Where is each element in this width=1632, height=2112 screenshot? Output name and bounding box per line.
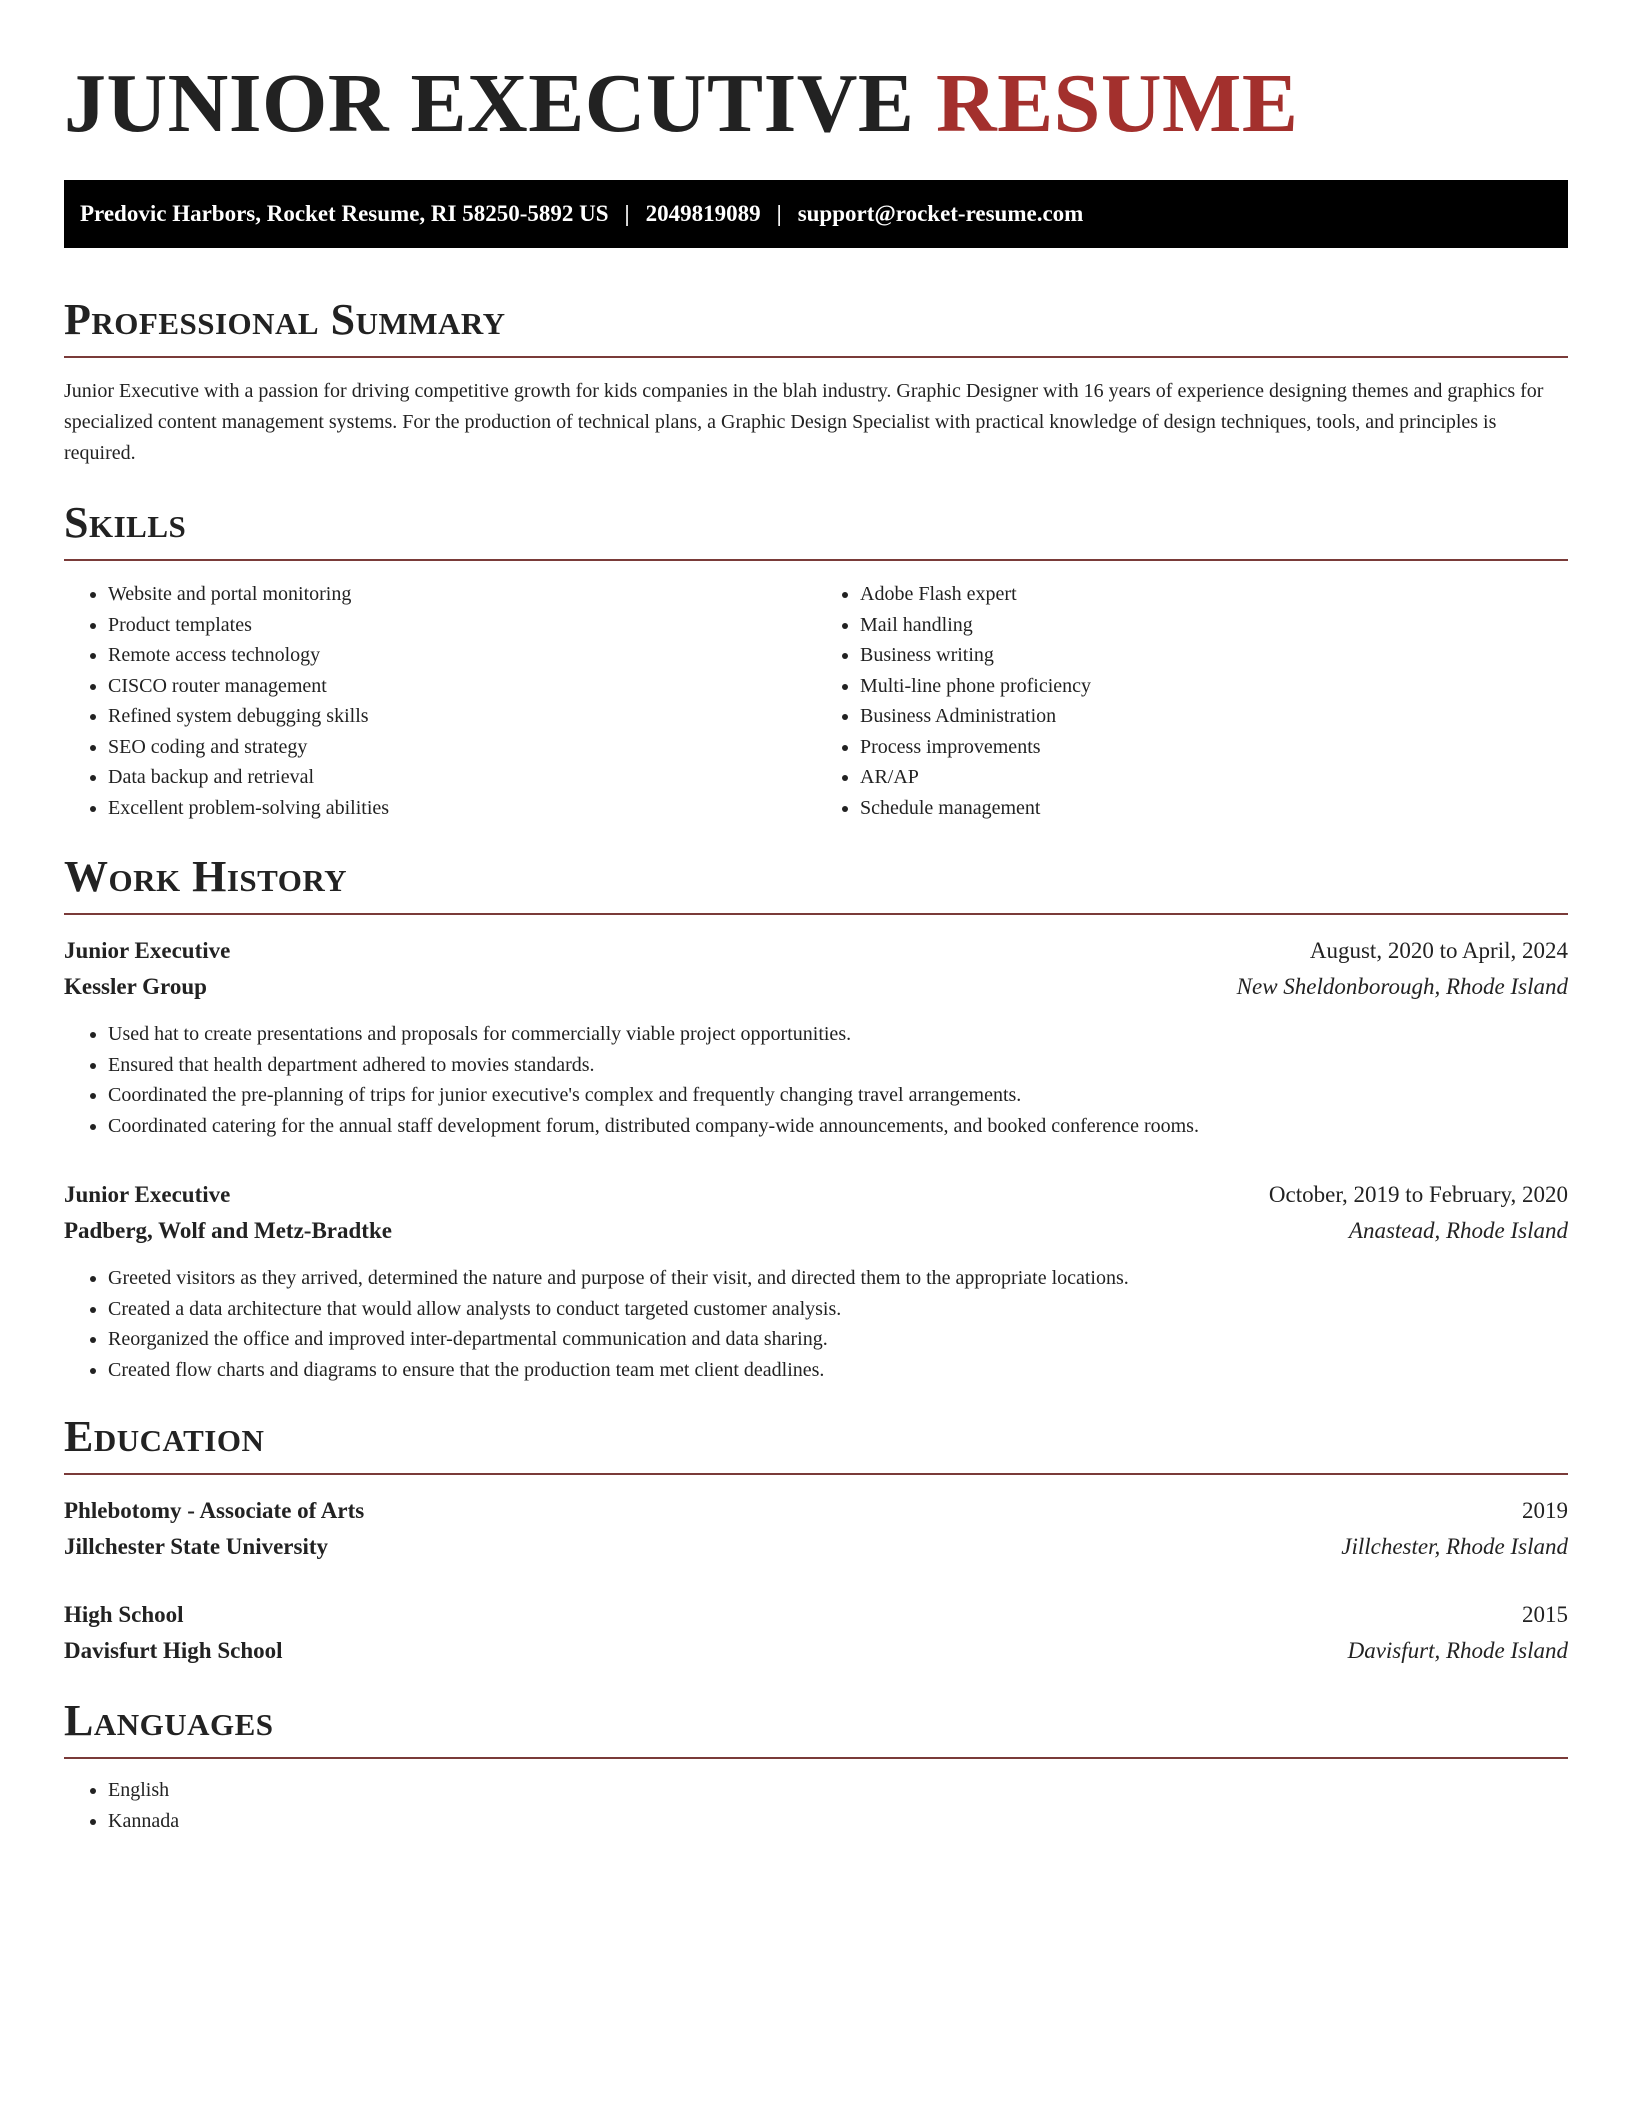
section-divider — [64, 1473, 1568, 1475]
job-entry — [64, 933, 1568, 1141]
summary-section — [64, 294, 1568, 469]
skill-item: • Refined system debugging skills — [108, 701, 816, 732]
education-entry — [64, 1597, 1568, 1669]
education-school: Jillchester State University — [64, 1534, 329, 1559]
job-location: New Sheldonborough, Rhode Island — [1236, 974, 1568, 999]
education-degree: High School — [64, 1602, 184, 1627]
job-bullet: • Ensured that health department adhered to movies standards. — [108, 1050, 1568, 1081]
education-entry — [64, 1493, 1568, 1565]
job-bullet: • Created a data architecture that would allow analysts to conduct targeted customer analysis. — [108, 1294, 1568, 1325]
job-company: Padberg, Wolf and Metz-Bradtke — [64, 1218, 392, 1243]
skills-heading: Skills — [64, 498, 187, 547]
contact-separator: | — [776, 201, 782, 226]
job-company: Kessler Group — [64, 974, 207, 999]
skills-list-right — [816, 579, 1568, 823]
job-bullet: • Coordinated catering for the annual staff development forum, distributed company-wide announcements, and booked conference rooms. — [108, 1111, 1568, 1142]
job-bullets — [64, 1019, 1568, 1141]
job-bullets — [64, 1263, 1568, 1385]
education-section — [64, 1411, 1568, 1669]
skills-section — [64, 497, 1568, 823]
skills-list-left — [64, 579, 816, 823]
section-divider — [64, 1757, 1568, 1759]
resume-title — [64, 58, 1568, 150]
skill-item: • Business Administration — [860, 701, 1568, 732]
job-entry — [64, 1177, 1568, 1385]
skills-columns — [64, 579, 1568, 823]
skill-item: • SEO coding and strategy — [108, 732, 816, 763]
skill-item: • Data backup and retrieval — [108, 762, 816, 793]
skill-item: • Multi-line phone proficiency — [860, 671, 1568, 702]
title-accent: RESUME — [935, 57, 1299, 150]
job-title: Junior Executive — [64, 1182, 231, 1207]
education-degree-row — [64, 1597, 1568, 1633]
skill-item: • AR/AP — [860, 762, 1568, 793]
education-year: 2019 — [1522, 1498, 1568, 1523]
skill-item: • Schedule management — [860, 793, 1568, 824]
title-main: JUNIOR EXECUTIVE — [64, 57, 915, 150]
job-dates: October, 2019 to February, 2020 — [1268, 1182, 1568, 1207]
job-company-row — [64, 969, 1568, 1005]
section-divider — [64, 559, 1568, 561]
language-item: • Kannada — [108, 1806, 1568, 1837]
skill-item: • Website and portal monitoring — [108, 579, 816, 610]
job-bullet: • Greeted visitors as they arrived, determined the nature and purpose of their visit, and directed them to the appropriate locations. — [108, 1263, 1568, 1294]
job-bullet: • Reorganized the office and improved inter-departmental communication and data sharing. — [108, 1324, 1568, 1355]
skill-item: • Adobe Flash expert — [860, 579, 1568, 610]
education-school-row — [64, 1529, 1568, 1565]
education-degree: Phlebotomy - Associate of Arts — [64, 1498, 365, 1523]
languages-heading: Languages — [64, 1696, 274, 1745]
contact-phone: 2049819089 — [645, 201, 761, 226]
languages-section — [64, 1695, 1568, 1836]
skill-item: • CISCO router management — [108, 671, 816, 702]
section-divider — [64, 356, 1568, 358]
job-location: Anastead, Rhode Island — [1348, 1218, 1568, 1243]
language-item: • English — [108, 1775, 1568, 1806]
summary-heading: Professional Summary — [64, 295, 506, 344]
education-degree-row — [64, 1493, 1568, 1529]
job-header-row — [64, 1177, 1568, 1213]
summary-text: Junior Executive with a passion for driving competitive growth for kids companies in the blah industry. Graphic Designer with 16 years of experience designing themes and graphics for specialized content management systems. For the production of technical plans, a Graphic Design Specialist with practical knowledge of design techniques, tools, and principles is required. — [64, 380, 1544, 464]
skill-item: • Mail handling — [860, 610, 1568, 641]
contact-address: Predovic Harbors, Rocket Resume, RI 58250-5892 US — [80, 201, 609, 226]
job-header-row — [64, 933, 1568, 969]
section-divider — [64, 913, 1568, 915]
skill-item: • Remote access technology — [108, 640, 816, 671]
work-heading: Work History — [64, 852, 348, 901]
skill-item: • Excellent problem-solving abilities — [108, 793, 816, 824]
education-location: Jillchester, Rhode Island — [1341, 1534, 1568, 1559]
job-bullet: • Coordinated the pre-planning of trips for junior executive's complex and frequently changing travel arrangements. — [108, 1080, 1568, 1111]
education-school-row — [64, 1633, 1568, 1669]
job-company-row — [64, 1213, 1568, 1249]
job-bullet: • Used hat to create presentations and proposals for commercially viable project opportunities. — [108, 1019, 1568, 1050]
job-title: Junior Executive — [64, 938, 231, 963]
contact-email: support@rocket-resume.com — [797, 201, 1084, 226]
languages-list — [64, 1775, 1568, 1836]
skill-item: • Process improvements — [860, 732, 1568, 763]
skill-item: • Product templates — [108, 610, 816, 641]
work-section — [64, 851, 1568, 1385]
job-bullet: • Created flow charts and diagrams to ensure that the production team met client deadlines. — [108, 1355, 1568, 1386]
education-location: Davisfurt, Rhode Island — [1347, 1638, 1568, 1663]
contact-separator: | — [624, 201, 630, 226]
education-year: 2015 — [1522, 1602, 1568, 1627]
contact-bar — [64, 180, 1568, 248]
job-dates: August, 2020 to April, 2024 — [1309, 938, 1568, 963]
education-school: Davisfurt High School — [64, 1638, 283, 1663]
education-heading: Education — [64, 1412, 265, 1461]
skill-item: • Business writing — [860, 640, 1568, 671]
